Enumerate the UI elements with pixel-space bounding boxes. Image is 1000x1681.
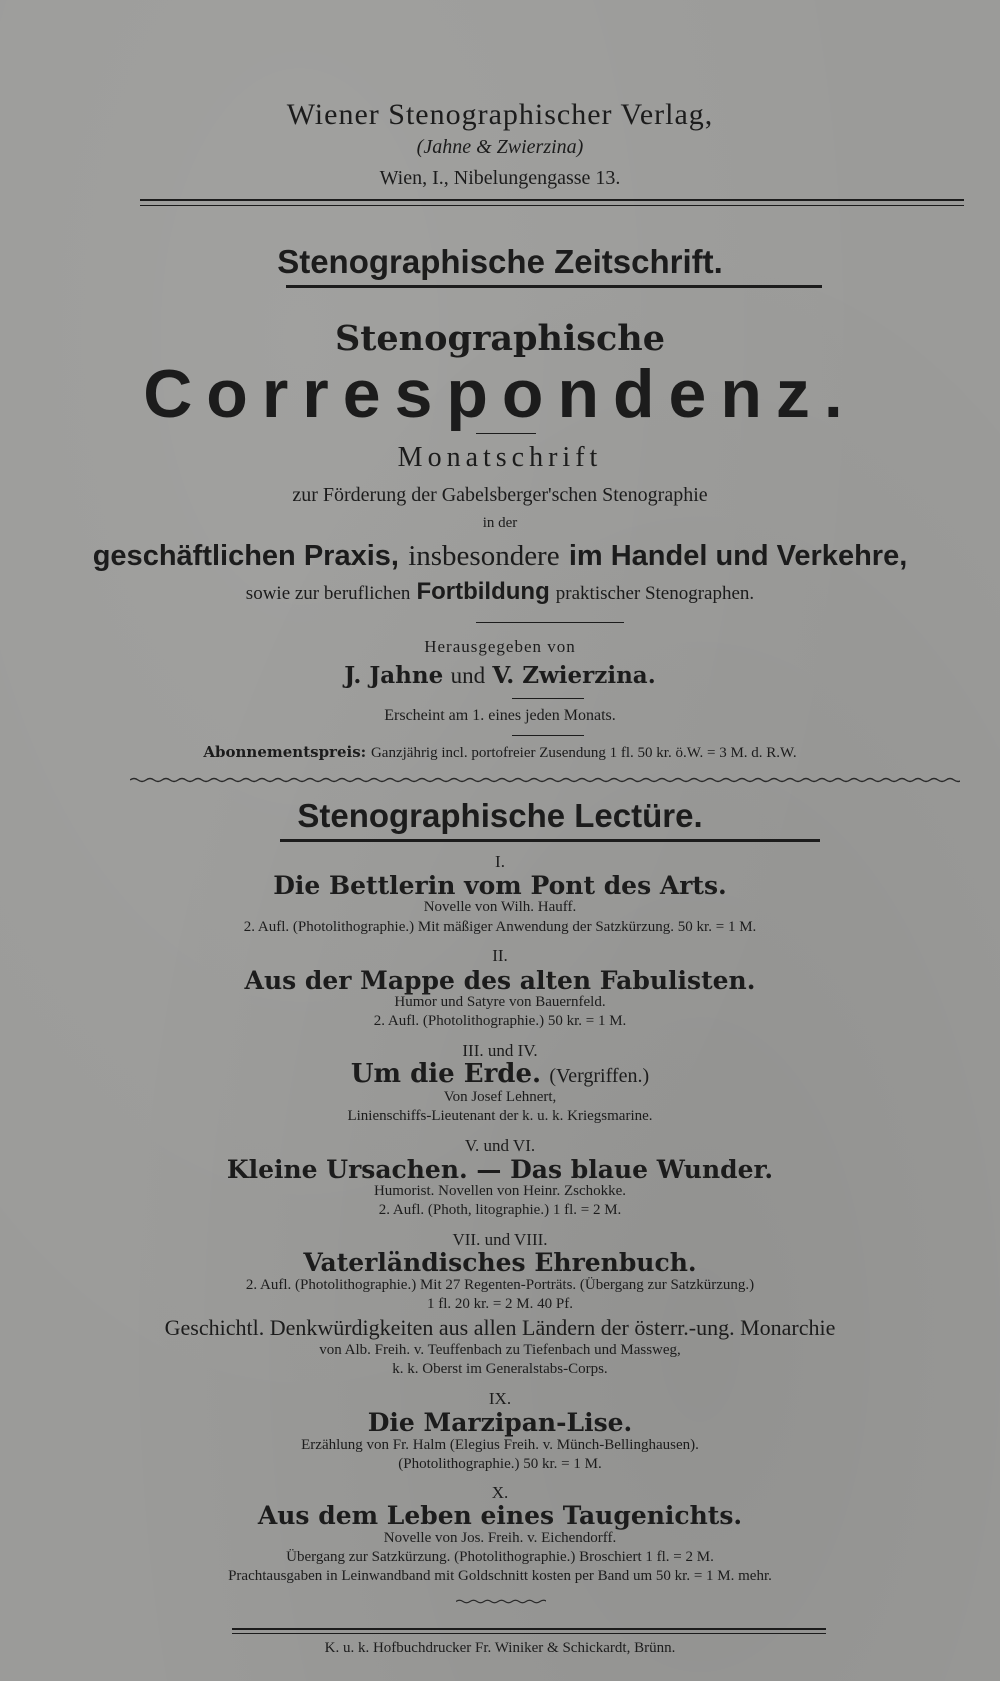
item-title-note: (Vergriffen.)	[549, 1065, 650, 1087]
item-line: 2. Aufl. (Photolithographie.) Mit 27 Regenten-Porträts. (Übergang zur Satzkürzung.)	[245, 1277, 755, 1293]
purpose-3b: insbesondere	[408, 540, 560, 572]
purpose-3a: geschäftlichen Praxis,	[92, 540, 399, 572]
item-line: 2. Aufl. (Photolithographie.) Mit mäßiger Anwendung der Satzkürzung. 50 kr. = 1 M.	[243, 919, 757, 935]
footer-rule-1	[232, 1628, 826, 1630]
top-double-rule-2	[140, 205, 964, 206]
item-line: Novelle von Jos. Freih. v. Eichendorff.	[383, 1530, 617, 1546]
item-line: Geschichtl. Denkwürdigkeiten aus allen Ländern der österr.-ung. Monarchie	[164, 1315, 836, 1340]
purpose-line-2: in der	[482, 515, 518, 531]
item-number: VII. und VIII.	[452, 1230, 548, 1249]
top-double-rule-1	[140, 199, 964, 201]
publisher-owners: (Jahne & Zwierzina)	[416, 136, 584, 158]
frequency: Erscheint am 1. eines jeden Monats.	[384, 707, 616, 724]
item-line: 2. Aufl. (Photolithographie.) 50 kr. = 1 M.	[373, 1013, 627, 1029]
item-number: V. und VI.	[464, 1136, 536, 1155]
editor-intro: Herausgegeben von	[424, 637, 576, 656]
item-number: IX.	[488, 1389, 512, 1408]
item-title-line	[0, 1059, 1000, 1089]
item-title: Vaterländisches Ehrenbuch.	[303, 1248, 697, 1277]
wavy-divider	[130, 776, 960, 786]
item-number: I.	[495, 852, 505, 871]
frequency-rule	[512, 735, 584, 736]
item-title: Die Marzipan-Lise.	[367, 1408, 633, 1437]
purpose-4a: sowie zur beruflichen	[245, 583, 411, 604]
item-title: Aus dem Leben eines Taugenichts.	[257, 1501, 743, 1530]
zeitschrift-heading: Stenographische Zeitschrift.	[277, 243, 723, 280]
item-line: Novelle von Wilh. Hauff.	[423, 899, 577, 915]
footer-rule-2	[232, 1633, 826, 1634]
item-line: Prachtausgaben in Leinwandband mit Goldschnitt kosten per Band um 50 kr. = 1 M. mehr.	[228, 1568, 772, 1584]
purpose-3c: im Handel und Verkehre,	[568, 540, 908, 572]
publisher-address: Wien, I., Nibelungengasse 13.	[379, 167, 621, 189]
item-line: Von Josef Lehnert,	[443, 1089, 557, 1105]
title-top: Stenographische	[334, 318, 666, 359]
item-line: Humor und Satyre von Bauernfeld.	[394, 994, 606, 1010]
item-line: 1 fl. 20 kr. = 2 M. 40 Pf.	[427, 1296, 573, 1312]
purpose-rule	[476, 622, 624, 623]
small-wavy-divider	[456, 1598, 546, 1606]
item-line: Humorist. Novellen von Heinr. Zschokke.	[373, 1183, 627, 1199]
subtitle: Monatschrift	[397, 442, 603, 473]
title-short-rule	[476, 433, 536, 434]
item-line: Linienschiffs-Lieutenant der k. u. k. Kriegsmarine.	[347, 1108, 653, 1124]
subscription-line	[0, 743, 1000, 762]
subscription-text: Ganzjährig incl. portofreier Zusendung 1 fl. 50 kr. ö.W. = 3 M. d. R.W.	[370, 745, 797, 761]
item-title: Kleine Ursachen. — Das blaue Wunder.	[226, 1155, 774, 1184]
lectuere-heading: Stenographische Lectüre.	[297, 797, 703, 834]
editor-2: V. Zwierzina.	[492, 662, 656, 689]
editor-1: J. Jahne	[344, 662, 444, 689]
purpose-line-3	[0, 538, 1000, 573]
item-line: (Photolithographie.) 50 kr. = 1 M.	[398, 1456, 602, 1472]
subscription-label: Abonnementspreis:	[203, 743, 367, 761]
item-line: 2. Aufl. (Photh, litographie.) 1 fl. = 2 M.	[378, 1202, 622, 1218]
item-title: Die Bettlerin vom Pont des Arts.	[273, 871, 727, 900]
item-line: Übergang zur Satzkürzung. (Photolithographie.) Broschiert 1 fl. = 2 M.	[286, 1549, 714, 1565]
item-title: Um die Erde.	[350, 1059, 542, 1089]
purpose-4c: praktischer Stenographen.	[555, 583, 755, 604]
item-number: II.	[492, 946, 508, 965]
purpose-4b: Fortbildung	[416, 578, 550, 605]
editors-line	[0, 662, 1000, 689]
item-number: III. und IV.	[462, 1041, 538, 1060]
purpose-line-1: zur Förderung der Gabelsberger'schen Stenographie	[292, 484, 708, 506]
item-line: von Alb. Freih. v. Teuffenbach zu Tiefenbach und Massweg,	[319, 1342, 681, 1358]
publisher-name: Wiener Stenographischer Verlag,	[286, 98, 714, 131]
item-line: Erzählung von Fr. Halm (Elegius Freih. v. Münch-Bellinghausen).	[301, 1437, 699, 1453]
item-line: k. k. Oberst im Generalstabs-Corps.	[392, 1361, 608, 1377]
zeitschrift-heading-underline	[286, 285, 822, 288]
editors-rule	[512, 698, 584, 699]
lectuere-heading-underline	[280, 839, 820, 842]
title-main: Correspondenz.	[143, 356, 857, 432]
printer-imprint: K. u. k. Hofbuchdrucker Fr. Winiker & Schickardt, Brünn.	[324, 1640, 676, 1656]
editors-and: und	[450, 663, 486, 688]
item-number: X.	[491, 1483, 509, 1502]
item-title: Aus der Mappe des alten Fabulisten.	[244, 966, 756, 995]
purpose-line-4	[0, 578, 1000, 606]
